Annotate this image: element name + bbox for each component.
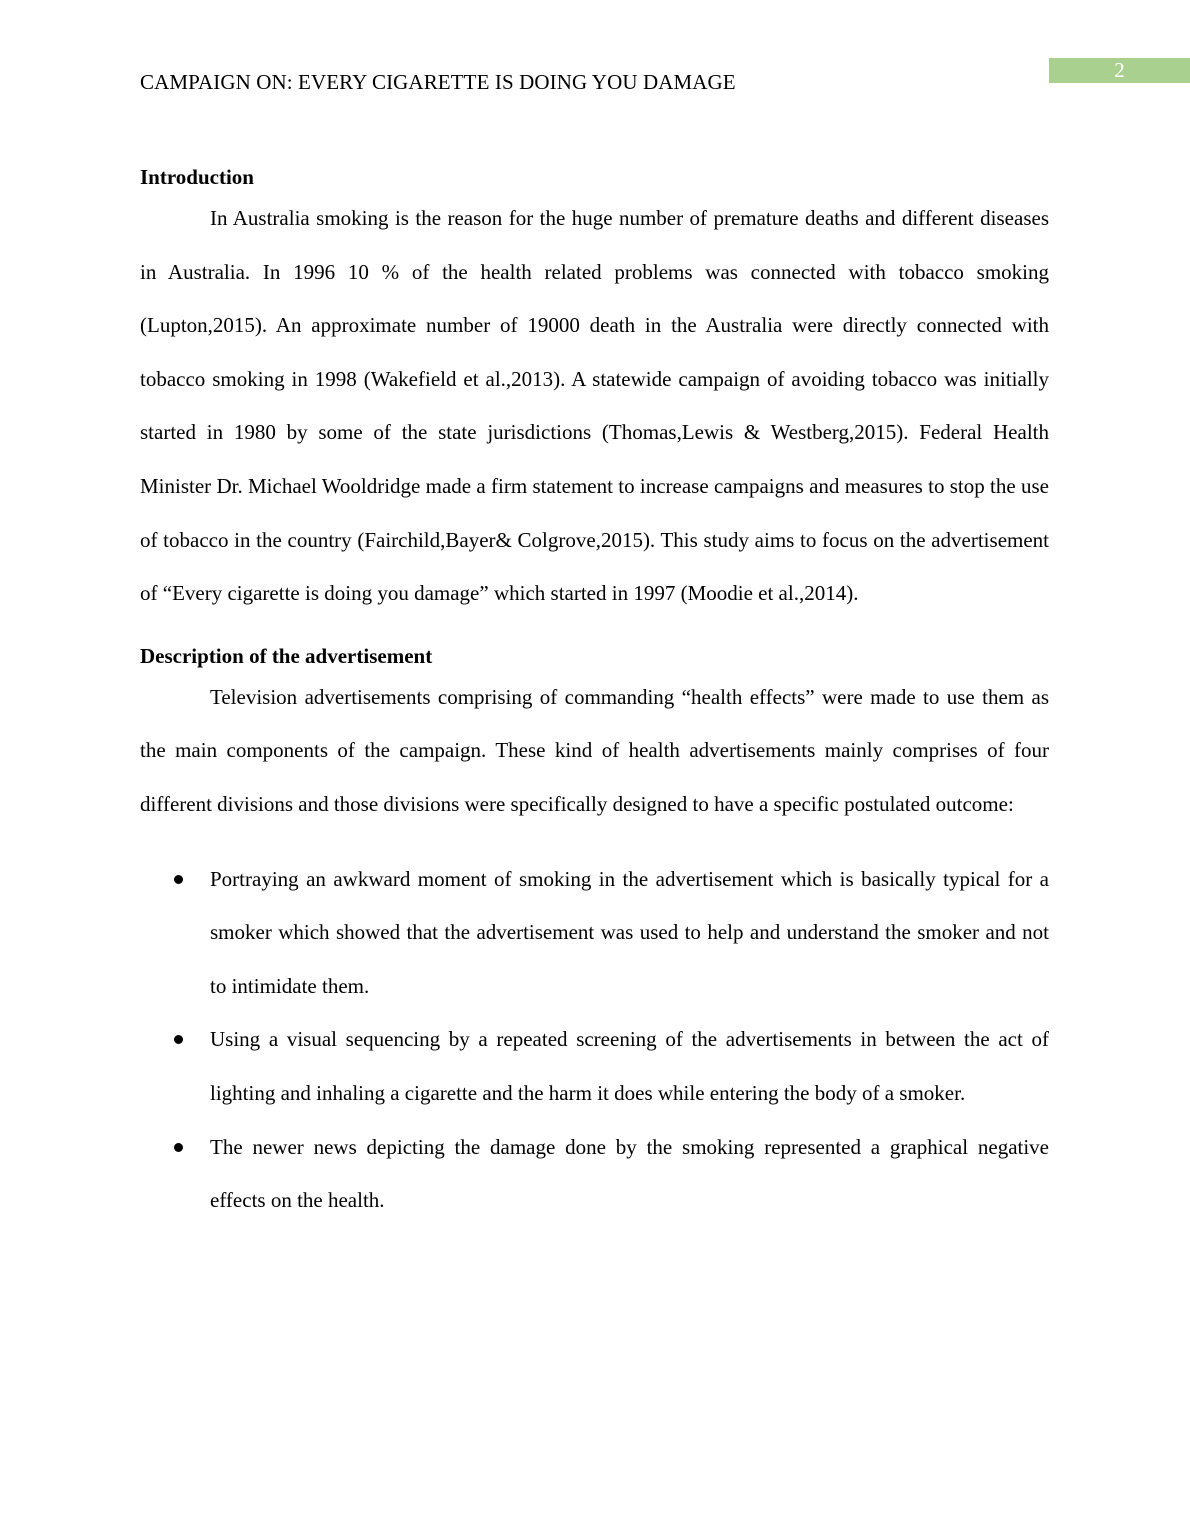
- page-number-badge: [1049, 58, 1190, 83]
- list-item-text: The newer news depicting the damage done by the smoking represented a graphical negative effects on the health.: [210, 1134, 1049, 1213]
- introduction-paragraph: In Australia smoking is the reason for the huge number of premature deaths and different diseases in Australia. In 1996 10 % of the health related problems was connected with tobacco smoking (Lupton,2015). An approximate number of 19000 death in the Australia were directly connected with tobacco smoking in 1998 (Wakefield et al.,2013). A statewide campaign of avoiding tobacco was initially started in 1980 by some of the state jurisdictions (Thomas,Lewis & Westberg,2015). Federal Health Minister Dr. Michael Wooldridge made a firm statement to increase campaigns and measures to stop the use of tobacco in the country (Fairchild,Bayer& Colgrove,2015). This study aims to focus on the advertisement of “Every cigarette is doing you damage” which started in 1997 (Moodie et al.,2014).: [140, 206, 1049, 606]
- section-spacer: [140, 621, 1049, 642]
- introduction-heading: Introduction: [140, 165, 254, 189]
- page-number: 2: [1114, 58, 1125, 82]
- document-body: [140, 163, 1049, 1228]
- list-spacer: [140, 832, 1049, 853]
- bullet-icon: [174, 1143, 183, 1152]
- bullet-icon: [174, 875, 183, 884]
- list-item: [140, 1121, 1049, 1228]
- list-item-text: Portraying an awkward moment of smoking in the advertisement which is basically typical for a smoker which showed that the advertisement was used to help and understand the smoker and not to intimidate them.: [210, 866, 1049, 998]
- list-item: [140, 853, 1049, 1014]
- running-head: CAMPAIGN ON: EVERY CIGARETTE IS DOING YOU DAMAGE: [140, 70, 736, 94]
- bullet-icon: [174, 1035, 183, 1044]
- list-item: [140, 1013, 1049, 1120]
- list-item-text: Using a visual sequencing by a repeated screening of the advertisements in between the act of lighting and inhaling a cigarette and the harm it does while entering the body of a smoker.: [210, 1027, 1049, 1105]
- description-heading: Description of the advertisement: [140, 643, 433, 668]
- bullet-list: [140, 853, 1049, 1228]
- description-paragraph: Television advertisements comprising of commanding “health effects” were made to use them as the main components of the campaign. These kind of health advertisements mainly comprises of four different divisions and those divisions were specifically designed to have a specific postulated outcome:: [140, 684, 1049, 816]
